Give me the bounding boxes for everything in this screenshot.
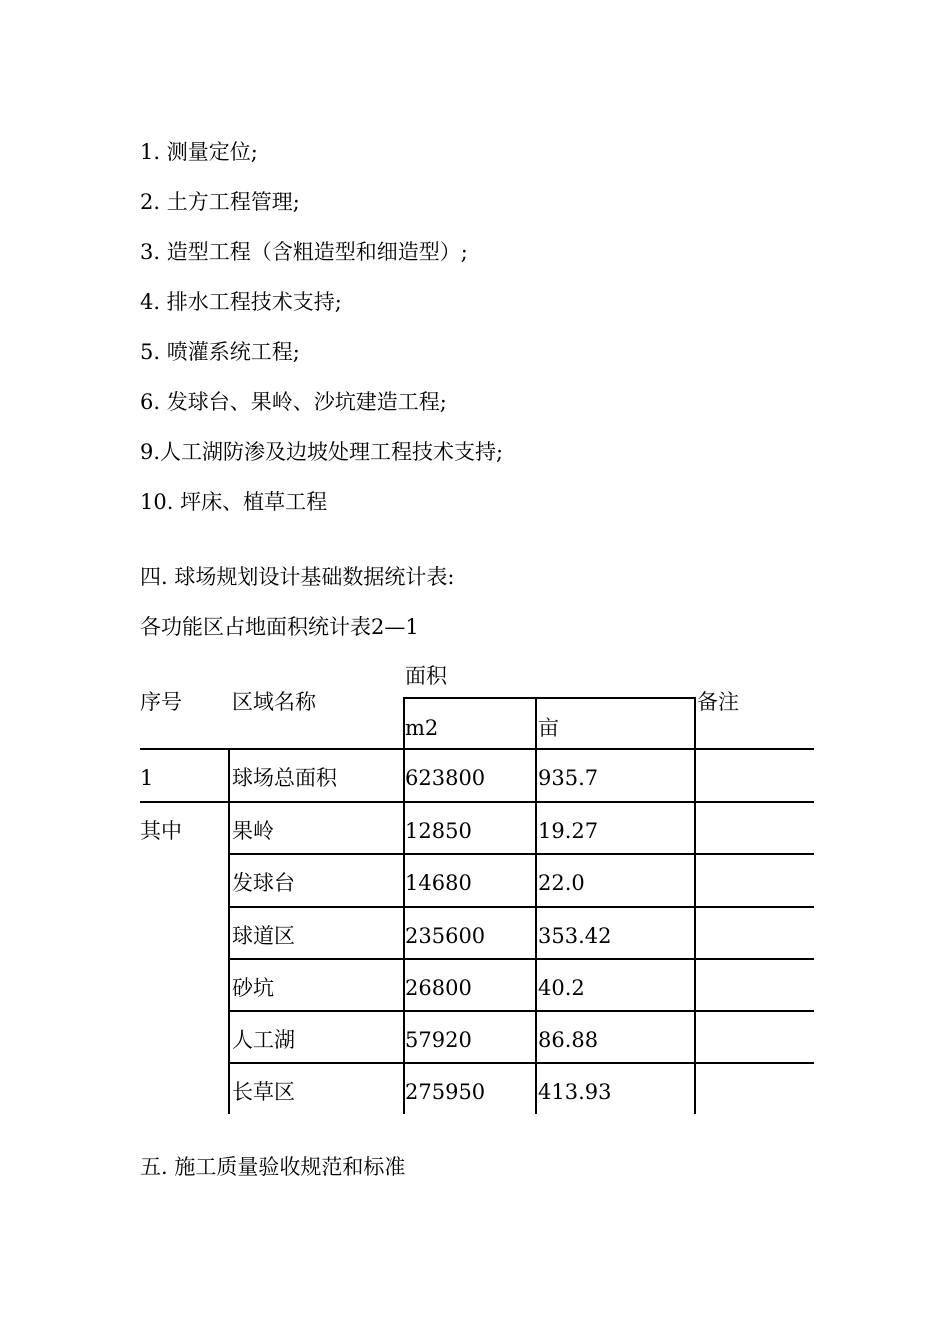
table-cell: 14680 xyxy=(405,871,472,895)
table-cell: 235600 xyxy=(405,924,486,948)
header-m2: m2 xyxy=(405,716,439,740)
table-cell: 22.0 xyxy=(538,871,585,895)
table-caption: 各功能区占地面积统计表2—1 xyxy=(140,615,419,639)
table-cell: 86.88 xyxy=(538,1028,599,1052)
header-remark: 备注 xyxy=(697,690,739,714)
section-title: 五. 施工质量验收规范和标准 xyxy=(140,1155,406,1179)
table-cell: 623800 xyxy=(405,766,486,790)
table-rule xyxy=(229,1062,814,1064)
table-cell: 1 xyxy=(140,766,154,790)
table-cell: 19.27 xyxy=(538,819,599,843)
table-rule xyxy=(535,697,537,749)
table-cell: 发球台 xyxy=(232,871,295,895)
header-seq: 序号 xyxy=(140,690,182,714)
table-cell: 果岭 xyxy=(232,819,274,843)
table-cell: 砂坑 xyxy=(232,976,274,1000)
table-cell: 40.2 xyxy=(538,976,585,1000)
table-rule xyxy=(694,697,696,749)
header-area-name: 区域名称 xyxy=(232,690,316,714)
table-cell: 12850 xyxy=(405,819,472,843)
list-item: 9.人工湖防渗及边坡处理工程技术支持; xyxy=(140,440,504,464)
list-item: 4. 排水工程技术支持; xyxy=(140,290,342,314)
table-cell: 57920 xyxy=(405,1028,472,1052)
table-cell: 413.93 xyxy=(538,1080,612,1104)
list-item: 5. 喷灌系统工程; xyxy=(140,340,300,364)
table-rule xyxy=(140,801,814,803)
list-item: 3. 造型工程（含粗造型和细造型）; xyxy=(140,240,468,264)
table-rule xyxy=(229,853,814,855)
table-cell: 球场总面积 xyxy=(232,766,337,790)
section-title: 四. 球场规划设计基础数据统计表: xyxy=(140,565,455,589)
table-rule xyxy=(229,1010,814,1012)
table-cell: 人工湖 xyxy=(232,1028,295,1052)
table-rule xyxy=(403,697,405,749)
table-cell: 其中 xyxy=(140,819,182,843)
table-cell: 26800 xyxy=(405,976,472,1000)
table-rule xyxy=(229,906,814,908)
table-cell: 长草区 xyxy=(232,1080,295,1104)
list-item: 2. 土方工程管理; xyxy=(140,190,300,214)
table-rule xyxy=(228,748,230,1114)
table-cell: 935.7 xyxy=(538,766,599,790)
header-area: 面积 xyxy=(405,664,447,688)
table-cell: 353.42 xyxy=(538,924,612,948)
table-cell: 275950 xyxy=(405,1080,486,1104)
table-rule xyxy=(140,748,814,750)
list-item: 6. 发球台、果岭、沙坑建造工程; xyxy=(140,390,447,414)
table-cell: 球道区 xyxy=(232,924,295,948)
table-rule xyxy=(694,748,696,1114)
list-item: 1. 测量定位; xyxy=(140,140,258,164)
table-rule xyxy=(535,748,537,1114)
table-rule xyxy=(229,958,814,960)
header-mu: 亩 xyxy=(538,716,559,740)
table-rule xyxy=(404,697,696,699)
list-item: 10. 坪床、植草工程 xyxy=(140,490,328,514)
